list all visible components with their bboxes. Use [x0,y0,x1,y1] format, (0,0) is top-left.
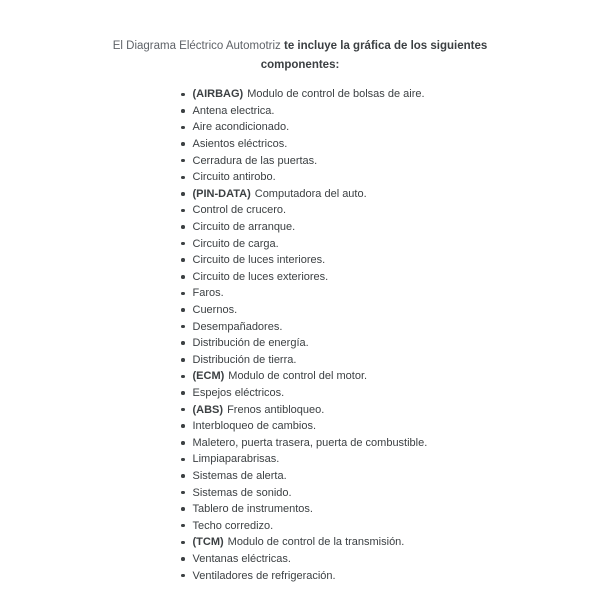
list-item-text: Faros. [192,287,224,300]
bullet-icon [181,474,185,478]
bullet-icon [181,292,185,296]
list-item [181,252,427,269]
list-item [181,219,427,236]
bullet-icon [181,209,185,213]
list-item [181,517,427,534]
list-item-text: Maletero, puerta trasera, puerta de combustible. [192,436,428,449]
list-item-text: Distribución de energía. [192,337,309,350]
bullet-icon [181,275,185,279]
list-item-text: Espejos eléctricos. [192,386,285,399]
page-title-regular: El Diagrama Eléctrico Automotriz [112,40,285,52]
list-item-text: Tablero de instrumentos. [192,503,313,516]
list-item [181,418,427,435]
list-item-text: Circuito de arranque. [192,221,296,234]
list-item [181,567,427,584]
bullet-icon [181,308,185,312]
list-item [181,186,427,203]
bullet-icon [181,524,185,528]
list-item-text: Ventanas eléctricas. [192,552,291,565]
bullet-icon [181,507,185,511]
list-item-text: Techo corredizo. [192,519,274,532]
list-item-text: Modulo de control de bolsas de aire. [247,88,425,101]
list-item [181,551,427,568]
bullet-icon [181,258,185,262]
list-item [181,385,427,402]
bullet-icon [181,408,185,412]
list-item-text: Circuito de carga. [192,237,279,250]
bullet-icon [181,325,185,329]
bullet-icon [181,225,185,229]
list-item [181,152,427,169]
bullet-icon [181,242,185,246]
bullet-icon [181,541,185,545]
list-item [181,269,427,286]
bullet-icon [181,192,185,196]
list-item [181,235,427,252]
page-title-bold-line2: componentes: [260,59,340,71]
list-item-tag: (TCM) [192,536,224,549]
bullet-icon [181,126,185,130]
list-item [181,103,427,120]
list-item [181,352,427,369]
list-item-text: Computadora del auto. [254,187,367,200]
list-item [181,202,427,219]
list-item [181,169,427,186]
list-item [181,285,427,302]
list-item-text: Cerradura de las puertas. [192,154,318,167]
list-item [181,468,427,485]
list-item [181,501,427,518]
list-item [181,534,427,551]
bullet-icon [181,341,185,345]
bullet-icon [181,93,185,97]
list-item-text: Circuito de luces exteriores. [192,270,329,283]
list-item-text: Desempañadores. [192,320,283,333]
list-item-text: Ventiladores de refrigeración. [192,569,336,582]
components-list [181,86,427,584]
list-item [181,119,427,136]
list-item [181,86,427,103]
page-title [0,37,600,75]
bullet-icon [181,574,185,578]
list-item-text: Modulo de control del motor. [228,370,368,383]
list-item [181,484,427,501]
list-item-text: Asientos eléctricos. [192,138,288,151]
list-item-tag: (AIRBAG) [192,88,244,101]
list-item [181,318,427,335]
bullet-icon [181,458,185,462]
list-item [181,451,427,468]
list-item-tag: (PIN-DATA) [192,187,251,200]
bullet-icon [181,441,185,445]
bullet-icon [181,424,185,428]
page-title-line2 [0,56,600,75]
list-item-text: Aire acondicionado. [192,121,290,134]
bullet-icon [181,375,185,379]
list-item-text: Interbloqueo de cambios. [192,420,317,433]
bullet-icon [181,358,185,362]
bullet-icon [181,159,185,163]
list-item-text: Cuernos. [192,304,238,317]
list-item-text: Antena electrica. [192,104,275,117]
list-item-text: Circuito antirobo. [192,171,276,184]
list-item [181,434,427,451]
list-item-text: Frenos antibloqueo. [227,403,325,416]
list-item-text: Modulo de control de la transmisión. [227,536,405,549]
bullet-icon [181,142,185,146]
page-title-bold: te incluye la gráfica de los siguientes [284,40,488,52]
list-item [181,401,427,418]
list-item-tag: (ECM) [192,370,225,383]
list-item-text: Control de crucero. [192,204,287,217]
list-item [181,136,427,153]
page-title-line1 [0,37,600,56]
bullet-icon [181,391,185,395]
list-item-text: Distribución de tierra. [192,353,297,366]
list-item-text: Limpiaparabrisas. [192,453,280,466]
list-item-text: Sistemas de sonido. [192,486,292,499]
list-item [181,368,427,385]
bullet-icon [181,109,185,113]
list-item-text: Circuito de luces interiores. [192,254,326,267]
list-item-tag: (ABS) [192,403,224,416]
list-item [181,335,427,352]
bullet-icon [181,491,185,495]
bullet-icon [181,557,185,561]
bullet-icon [181,176,185,180]
list-item [181,302,427,319]
list-item-text: Sistemas de alerta. [192,469,287,482]
